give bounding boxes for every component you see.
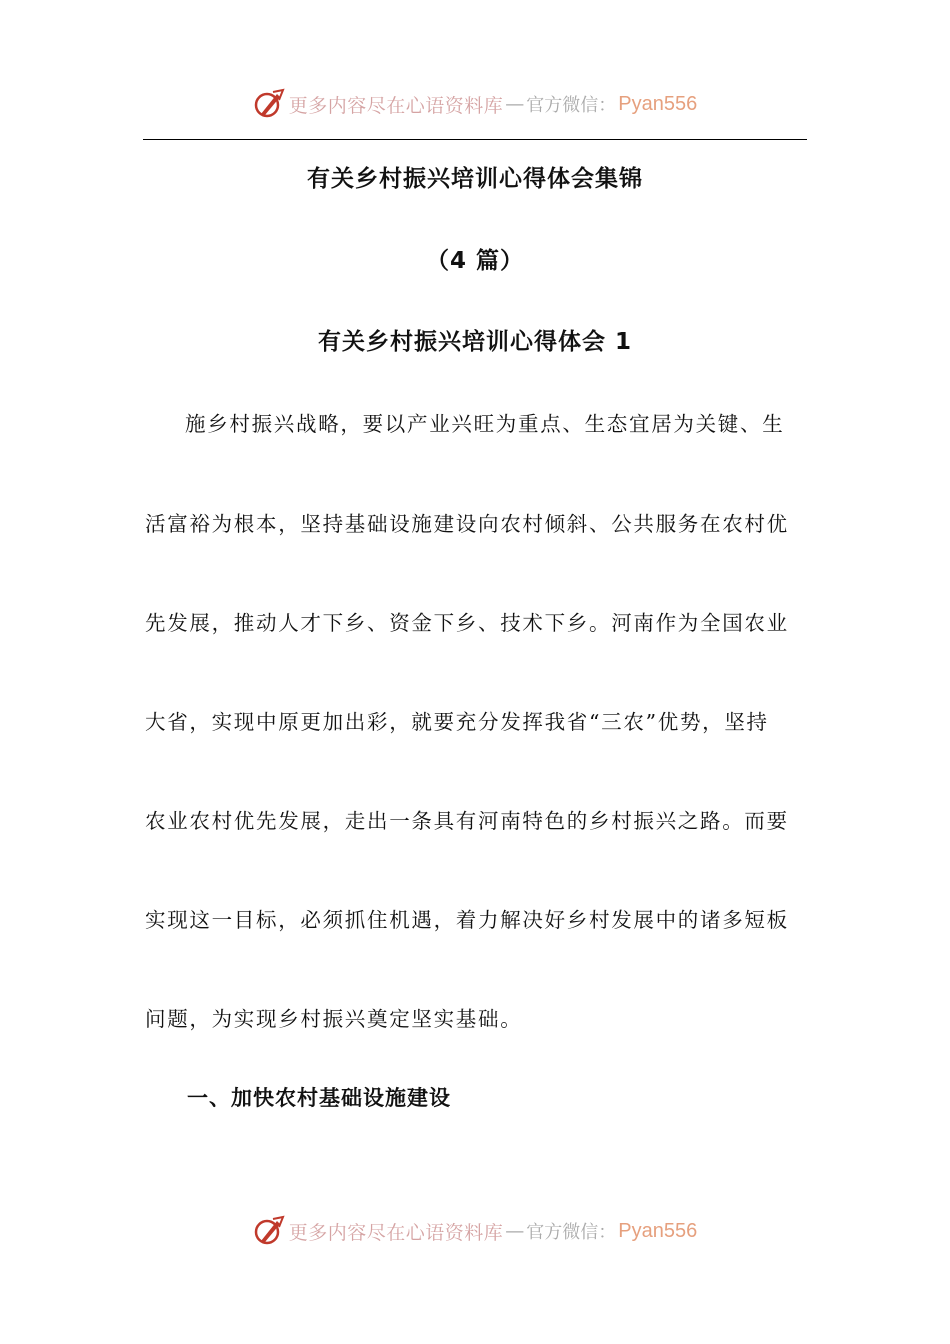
- section-title: 有关乡村振兴培训心得体会 1: [317, 329, 632, 355]
- watermark-label: 官方微信：: [526, 1222, 617, 1243]
- paragraph-line: 活富裕为根本，坚持基础设施建设向农村倾斜、公共服务在农村优: [145, 512, 789, 536]
- watermark-separator: —: [505, 1220, 525, 1242]
- quill-logo-icon: [253, 88, 285, 120]
- paragraph-line: 施乡村振兴战略，要以产业兴旺为重点、生态宜居为关键、生: [185, 412, 785, 436]
- watermark-text: 更多内容尽在心语资料库: [288, 1221, 504, 1244]
- footer-watermark: [0, 1211, 950, 1251]
- document-title: 有关乡村振兴培训心得体会集锦: [307, 166, 643, 192]
- paragraph-line: 实现这一目标，必须抓住机遇，着力解决好乡村发展中的诸多短板: [145, 908, 789, 932]
- watermark-wechat-id: Pyan556: [618, 92, 698, 115]
- header-divider: [143, 139, 807, 140]
- watermark-label: 官方微信：: [526, 95, 617, 116]
- paragraph-line: 先发展，推动人才下乡、资金下乡、技术下乡。河南作为全国农业: [145, 611, 789, 635]
- paragraph-line: 问题，为实现乡村振兴奠定坚实基础。: [145, 1007, 523, 1031]
- watermark-text: 更多内容尽在心语资料库: [288, 94, 504, 117]
- watermark-wechat-id: Pyan556: [618, 1219, 698, 1242]
- quill-logo-icon: [253, 1215, 285, 1247]
- document-subtitle: （4 篇）: [425, 248, 524, 274]
- watermark-separator: —: [505, 93, 525, 115]
- header-watermark: [0, 84, 950, 124]
- paragraph-line: 农业农村优先发展，走出一条具有河南特色的乡村振兴之路。而要: [145, 809, 789, 833]
- section-heading: 一、加快农村基础设施建设: [187, 1086, 451, 1110]
- paragraph-line: 大省，实现中原更加出彩，就要充分发挥我省“三农”优势，坚持: [145, 710, 769, 734]
